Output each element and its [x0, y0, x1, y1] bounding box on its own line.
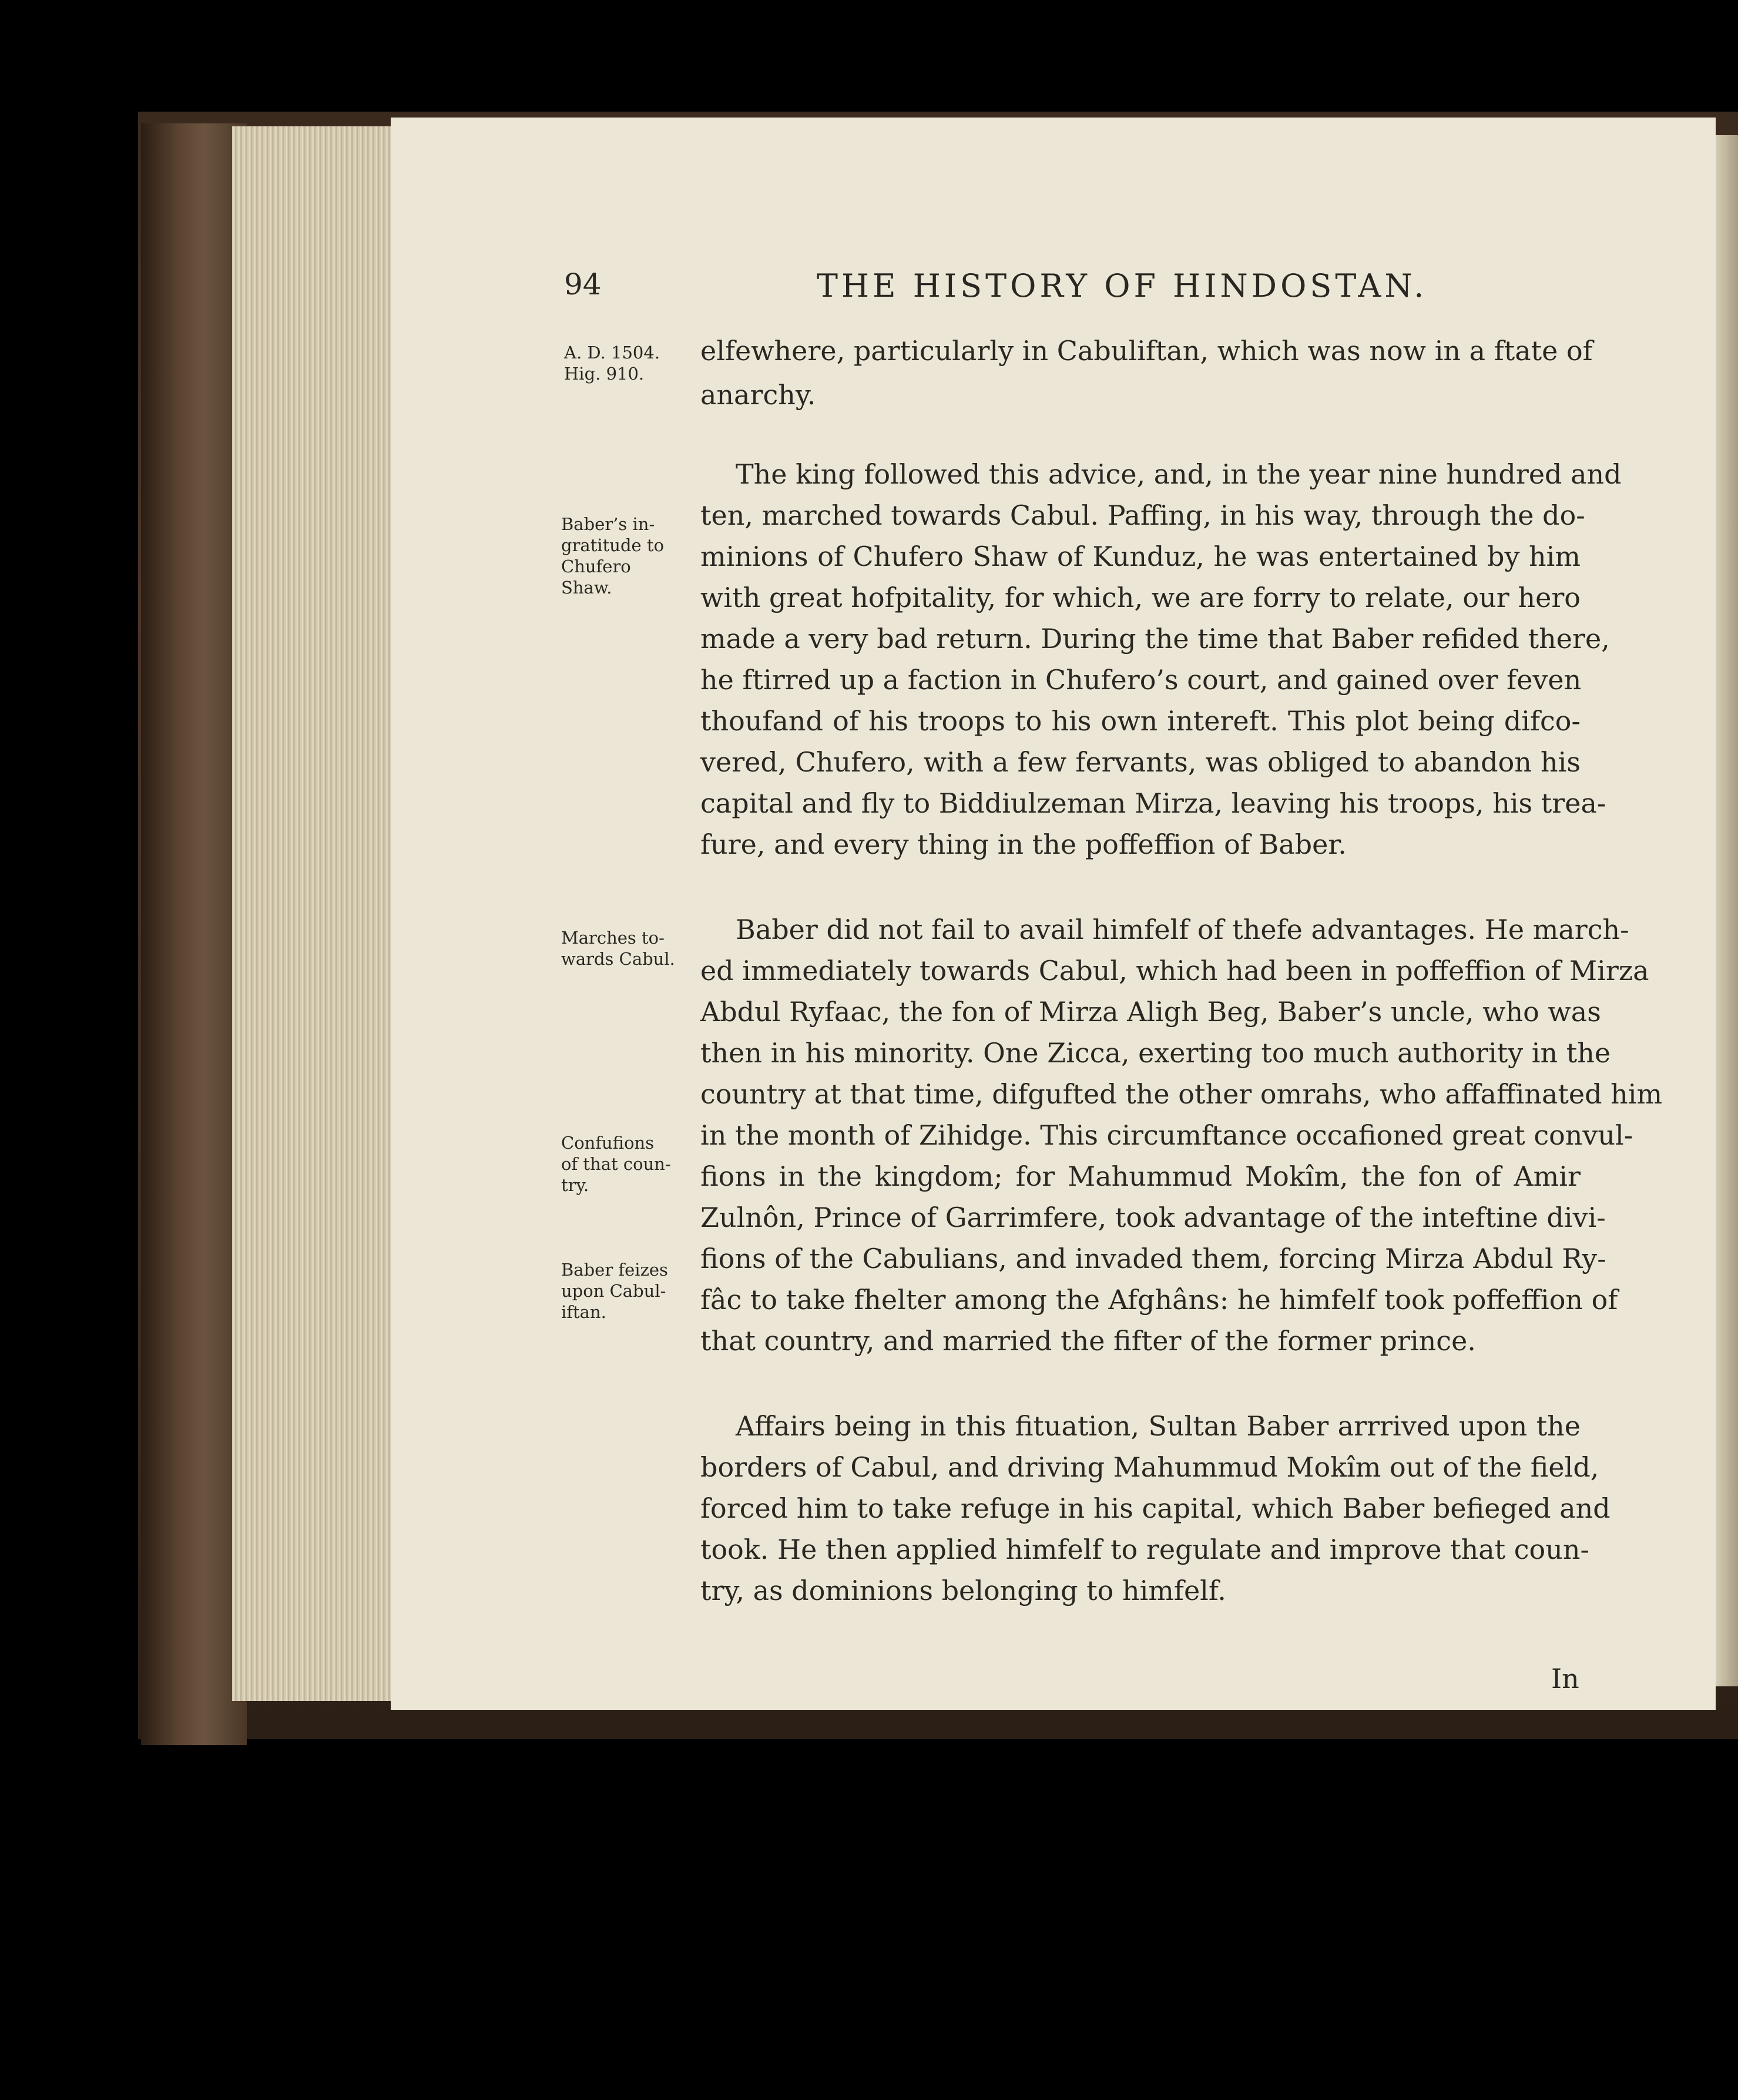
- text-line: minions of Chufero Shaw of Kunduz, he was entertained by him: [700, 541, 1581, 572]
- text-line: forced him to take refuge in his capital, which Baber befieged and: [700, 1492, 1610, 1524]
- text-line: fions of the Cabulians, and invaded them, forcing Mirza Abdul Ry-: [700, 1243, 1606, 1274]
- text-line: made a very bad return. During the time that Baber refided there,: [700, 623, 1610, 655]
- text-line: try, as dominions belonging to himfelf.: [700, 1575, 1226, 1606]
- text-line: fions in the kingdom; for Mahummud Mokîm, the fon of Amir: [700, 1160, 1581, 1192]
- text-line: took. He then applied himfelf to regulate and improve that coun-: [700, 1534, 1589, 1565]
- margin-note-seizes: Baber feizes upon Cabul- iftan.: [561, 1260, 668, 1322]
- text-line: country at that time, difgufted the other omrahs, who affaffinated him: [700, 1078, 1663, 1110]
- facing-page-edge: [1714, 135, 1738, 1686]
- text-line: he ftirred up a faction in Chufero’s court, and gained over feven: [700, 664, 1582, 696]
- text-line: Affairs being in this fituation, Sultan Baber arrrived upon the: [736, 1410, 1581, 1442]
- text-line: borders of Cabul, and driving Mahummud Mokîm out of the field,: [700, 1451, 1599, 1483]
- book-cover-edge: [141, 123, 247, 1745]
- text-line: vered, Chufero, with a few fervants, was obliged to abandon his: [700, 746, 1581, 778]
- text-line: Baber did not fail to avail himfelf of thefe advantages. He march-: [736, 914, 1629, 945]
- margin-note-confusions: Confufions of that coun- try.: [561, 1133, 671, 1195]
- text-line: in the month of Zihidge. This circumftance occafioned great convul-: [700, 1119, 1633, 1151]
- margin-note-marches: Marches to- wards Cabul.: [561, 928, 675, 969]
- text-line: The king followed this advice, and, in the year nine hundred and: [736, 458, 1622, 490]
- text-line: ten, marched towards Cabul. Paffing, in his way, through the do-: [700, 499, 1585, 531]
- text-line: anarchy.: [700, 379, 816, 411]
- running-title: THE HISTORY OF HINDOSTAN.: [817, 267, 1428, 304]
- text-line: then in his minority. One Zicca, exerting too much authority in the: [700, 1037, 1611, 1069]
- text-line: ed immediately towards Cabul, which had been in poffeffion of Mirza: [700, 955, 1649, 987]
- catchword: In: [1551, 1663, 1579, 1695]
- page-edges: [232, 126, 400, 1701]
- text-line: with great hofpitality, for which, we are forry to relate, our hero: [700, 582, 1581, 613]
- text-line: fure, and every thing in the poffeffion of Baber.: [700, 828, 1347, 860]
- margin-note-date: A. D. 1504. Hig. 910.: [564, 343, 660, 384]
- text-line: fâc to take fhelter among the Afghâns: he himfelf took poffeffion of: [700, 1284, 1618, 1316]
- text-line: that country, and married the fifter of the former prince.: [700, 1325, 1476, 1357]
- text-line: Abdul Ryfaac, the fon of Mirza Aligh Beg, Baber’s uncle, who was: [700, 996, 1601, 1028]
- margin-note-ingratitude: Baber’s in- gratitude to Chufero Shaw.: [561, 514, 665, 598]
- text-line: capital and fly to Biddiulzeman Mirza, leaving his troops, his trea-: [700, 787, 1606, 819]
- text-line: elfewhere, particularly in Cabuliftan, which was now in a ftate of: [700, 335, 1593, 367]
- page-number: 94: [564, 267, 602, 301]
- text-line: thoufand of his troops to his own intereft. This plot being difco-: [700, 705, 1581, 737]
- text-line: Zulnôn, Prince of Garrimfere, took advantage of the inteftine divi-: [700, 1202, 1606, 1233]
